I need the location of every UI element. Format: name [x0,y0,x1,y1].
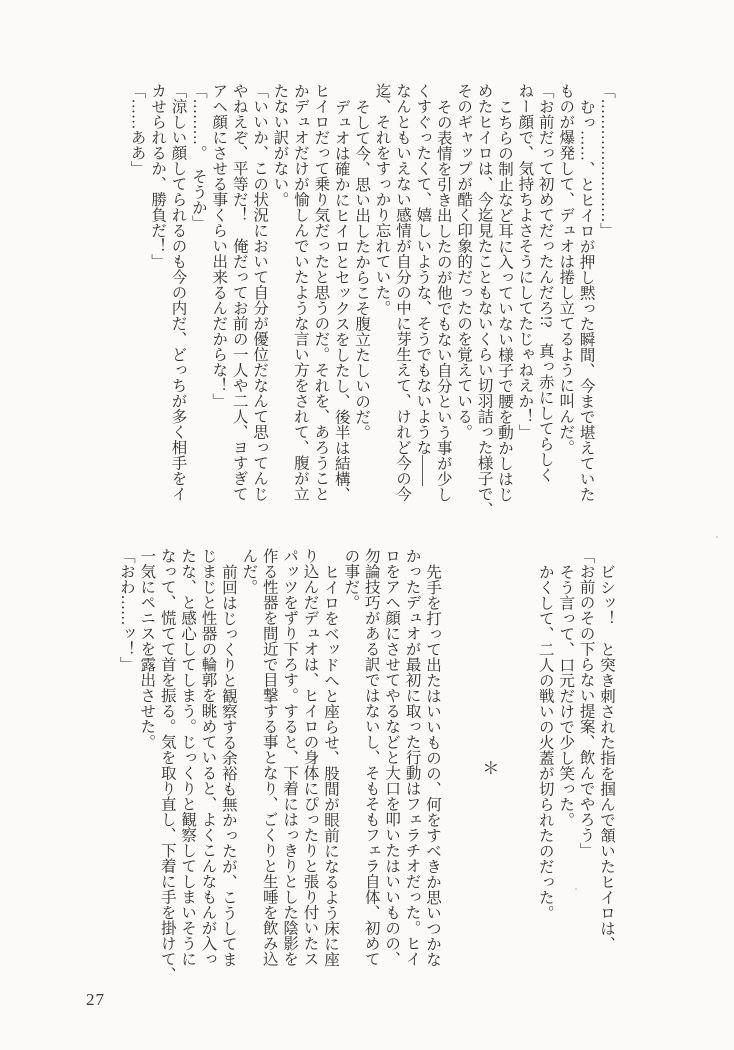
text-column: そのギャップが酷く印象的だったのを覚えている。 [455,83,473,440]
text-column: ものが爆発して、デュオは捲し立てるように叫んだ。 [557,83,575,455]
text-column: こちらの制止など耳に入っていない様子で腰を動かしはじ [495,98,513,502]
text-column: んだ。 [240,548,258,595]
text-column: 「………。 そうか」 [189,83,207,231]
text-column: 先手を打って出たはいいものの、何をすべきか思いつかな [423,563,441,967]
scan-speck [575,888,577,890]
text-column: そう言って、口元だけで少し笑った。 [557,563,575,827]
text-column: 迄、それをすっかり忘れていた。 [373,83,391,316]
text-column: ロをアヘ顔にさせてやるなどと大口を叩いたはいいものの、 [383,548,401,967]
text-column: 「お前だって初めてだったんだろ!? 真っ赤にしてらしく [536,83,554,483]
text-column: 一気にペニスを露出させた。 [138,548,156,750]
text-column: 前回はじっくりと観察する余裕も無かったが、こうしてま [219,563,237,967]
text-column: 勿論技巧がある訳ではないし、そもそもフェラ自体、初めて [362,548,380,967]
text-column: パッツをずり下ろす。すると、下着にはっきりとした陰影を [281,548,299,967]
text-column: かくして、二人の戦いの火蓋が切られたのだった。 [536,563,554,920]
text-column: の事だ。 [342,548,360,610]
page-number: 27 [86,990,105,1009]
section-divider-asterisk: ＊ [479,758,499,776]
text-column: なって、慌てて首を振る。気を取り直し、下着に手を掛けて、 [158,548,176,982]
text-column: 「いいか、この状況において自分が優位だなんて思ってんじ [251,83,269,502]
text-column: カせられるか、勝負だ！」 [149,83,167,269]
text-column: かったデュオが最初に取った行動はフェラチオだった。ヒイ [403,548,421,967]
text-column: その表情を引き出したのが他でもない自分という事が少し [434,98,452,502]
text-column: 「……………………」 [598,83,615,238]
text-column: デュオは確かにヒイロとセックスをしたし、後半は結構、 [332,98,350,502]
text-column: ヒイロをベッドへと座らせ、股間が眼前になるよう床に座 [321,563,339,967]
scan-speck [716,536,718,538]
text-column: 「お前のその下らない提案、飲んでやろう」 [577,548,595,858]
text-column: ヒイロだって乗り気だったと思うのだ。それを、あろうこと [312,83,330,502]
text-column: ねー顔で、気持ちよさそうにしてたじゃねえか！」 [516,83,534,440]
text-column: り込んだデュオは、ヒイロの身体にぴったりと張り付いたス [301,548,319,967]
text-block-upper [126,83,616,521]
text-column: そして今、思い出したからこそ腹立たしいのだ。 [353,98,371,440]
text-column: 「涼しい顔してられるのも今の内だ、どっちが多く相手をイ [169,83,187,502]
text-block-lower [115,548,616,986]
text-column: 「……ああ」 [128,83,146,176]
text-column: むっ……、とヒイロが押し黙った瞬間、今まで堪えていた [577,98,595,502]
text-column: 「おわ……ッ！」 [117,548,135,672]
text-column: かデュオだけが愉しんでいたような言い方をされて、腹が立 [291,83,309,502]
text-column: ビシッ！ と突き刺された指を掴んで頷いたヒイロは、 [598,563,615,951]
text-column: 作る性器を間近で目撃する事となり、ごくりと生唾を飲み込 [260,548,278,967]
text-column: やねえぞ、平等だ！ 俺だってお前の一人や二人、ヨすぎて [230,83,248,502]
text-column: なんともいえない感情が自分の中に芽生えて、けれど今の今 [393,83,411,502]
text-column: じまじと性器の輪郭を眺めていると、よくこんなもんが入っ [199,548,217,967]
text-column: たない訳がない。 [271,83,289,207]
text-column: めたヒイロは、今迄見たこともないくらい切羽詰った様子で、 [475,83,493,517]
text-column: アヘ顔にさせる事くらい出来るんだからな！」 [210,83,228,409]
text-column: くすぐったくて、嬉しいような、そうでもないような―― [414,83,432,486]
text-column: たな、と感心してしまう。じっくりと観察してしまいそうに [179,548,197,967]
